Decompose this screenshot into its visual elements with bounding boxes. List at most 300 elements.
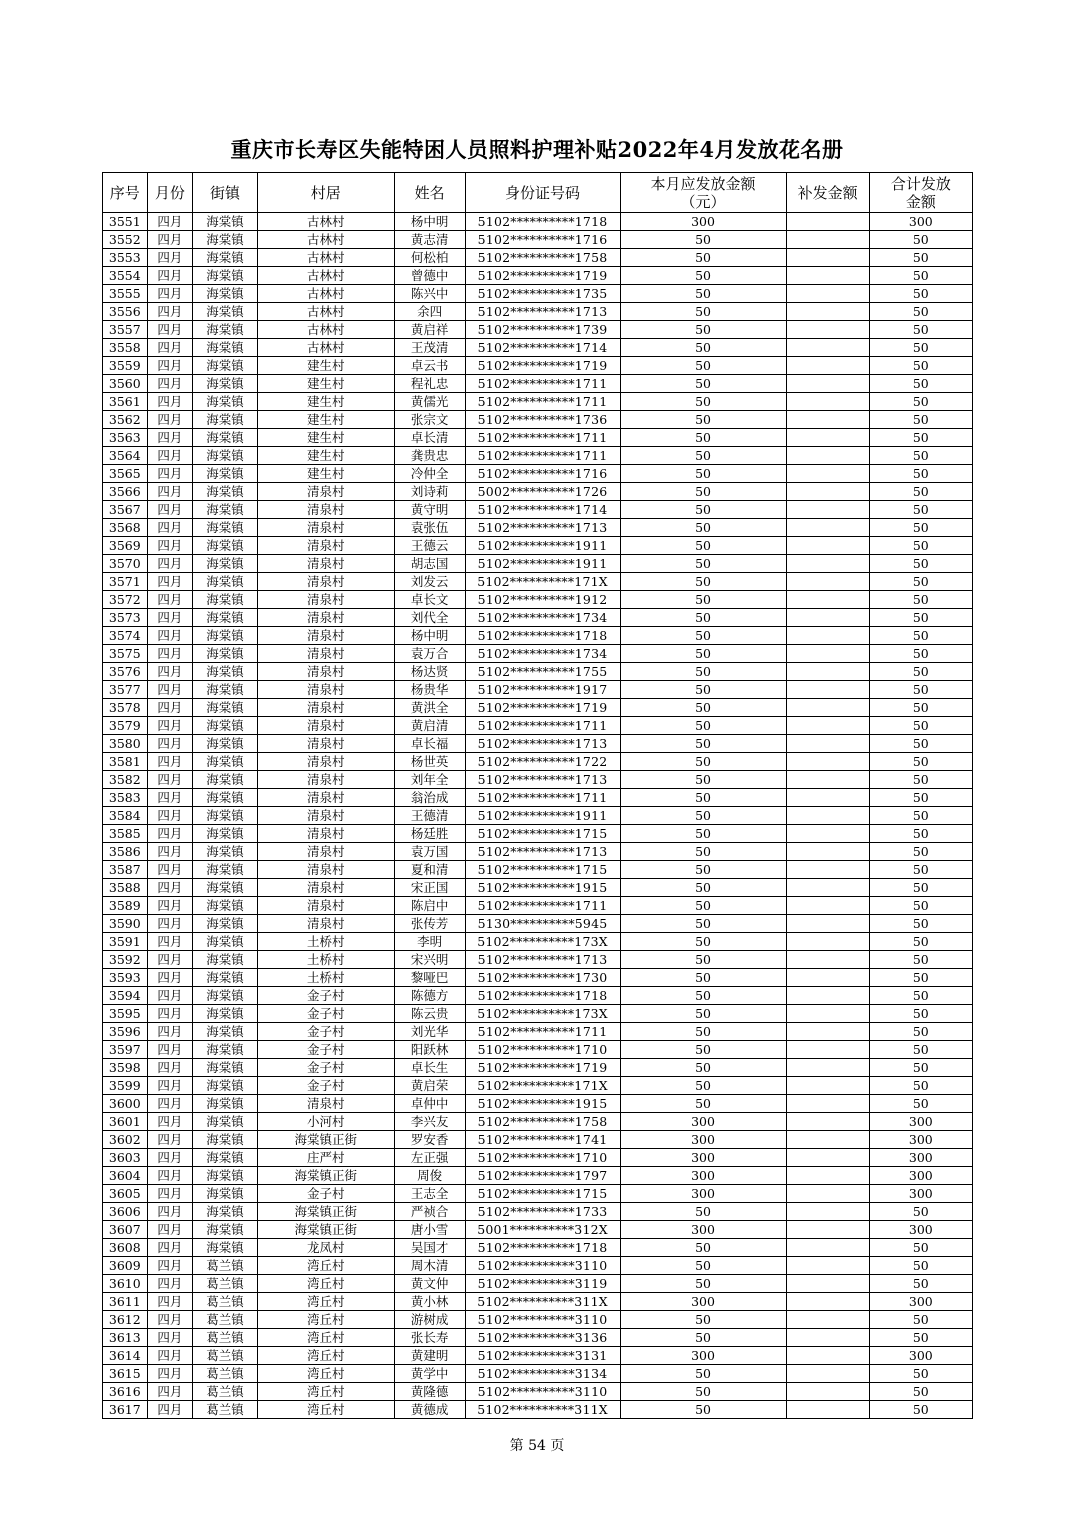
cell-village: 金子村: [257, 1023, 394, 1041]
cell-supplement: [786, 1221, 869, 1239]
cell-town: 海棠镇: [193, 321, 258, 339]
cell-due-amount: 50: [620, 1329, 786, 1347]
cell-village: 古林村: [257, 213, 394, 231]
cell-month: 四月: [147, 1041, 193, 1059]
cell-due-amount: 50: [620, 1365, 786, 1383]
cell-village: 清泉村: [257, 681, 394, 699]
cell-supplement: [786, 573, 869, 591]
table-row: [103, 1203, 973, 1221]
cell-total: 50: [869, 1239, 972, 1257]
cell-due-amount: 50: [620, 519, 786, 537]
cell-town: 海棠镇: [193, 699, 258, 717]
cell-due-amount: 50: [620, 375, 786, 393]
cell-name: 卓长清: [394, 429, 465, 447]
cell-name: 李兴友: [394, 1113, 465, 1131]
cell-seq: 3579: [103, 717, 148, 735]
cell-name: 王志全: [394, 1185, 465, 1203]
cell-month: 四月: [147, 645, 193, 663]
cell-month: 四月: [147, 987, 193, 1005]
cell-id-number: 5102**********3134: [465, 1365, 620, 1383]
table-row: [103, 933, 973, 951]
cell-supplement: [786, 537, 869, 555]
cell-name: 卓长文: [394, 591, 465, 609]
cell-month: 四月: [147, 1131, 193, 1149]
cell-month: 四月: [147, 1095, 193, 1113]
cell-supplement: [786, 987, 869, 1005]
cell-month: 四月: [147, 1383, 193, 1401]
table-row: [103, 771, 973, 789]
cell-total: 50: [869, 1257, 972, 1275]
cell-due-amount: 50: [620, 447, 786, 465]
table-row: [103, 663, 973, 681]
table-row: [103, 483, 973, 501]
cell-village: 土桥村: [257, 951, 394, 969]
cell-seq: 3608: [103, 1239, 148, 1257]
cell-total: 50: [869, 663, 972, 681]
cell-town: 海棠镇: [193, 447, 258, 465]
cell-supplement: [786, 1311, 869, 1329]
cell-village: 清泉村: [257, 699, 394, 717]
table-row: [103, 1077, 973, 1095]
cell-town: 海棠镇: [193, 1023, 258, 1041]
cell-month: 四月: [147, 465, 193, 483]
cell-name: 黄儒光: [394, 393, 465, 411]
cell-due-amount: 50: [620, 483, 786, 501]
header-due-amount: [620, 173, 786, 213]
cell-seq: 3590: [103, 915, 148, 933]
cell-seq: 3606: [103, 1203, 148, 1221]
cell-village: 清泉村: [257, 861, 394, 879]
cell-id-number: 5102**********1734: [465, 645, 620, 663]
cell-seq: 3613: [103, 1329, 148, 1347]
cell-total: 50: [869, 1023, 972, 1041]
cell-village: 建生村: [257, 375, 394, 393]
cell-name: 何松柏: [394, 249, 465, 267]
cell-id-number: 5102**********1755: [465, 663, 620, 681]
cell-month: 四月: [147, 1257, 193, 1275]
cell-id-number: 5102**********1734: [465, 609, 620, 627]
cell-supplement: [786, 1167, 869, 1185]
cell-village: 金子村: [257, 987, 394, 1005]
cell-supplement: [786, 969, 869, 987]
cell-town: 海棠镇: [193, 933, 258, 951]
table-row: [103, 285, 973, 303]
cell-month: 四月: [147, 1113, 193, 1131]
cell-village: 湾丘村: [257, 1383, 394, 1401]
cell-total: 50: [869, 321, 972, 339]
cell-town: 海棠镇: [193, 861, 258, 879]
cell-id-number: 5102**********1911: [465, 807, 620, 825]
cell-village: 海棠镇正街: [257, 1221, 394, 1239]
cell-name: 李明: [394, 933, 465, 951]
cell-id-number: 5102**********1711: [465, 429, 620, 447]
table-row: [103, 1383, 973, 1401]
cell-total: 50: [869, 285, 972, 303]
cell-month: 四月: [147, 321, 193, 339]
cell-total: 50: [869, 231, 972, 249]
table-row: [103, 735, 973, 753]
cell-town: 海棠镇: [193, 609, 258, 627]
cell-due-amount: 50: [620, 861, 786, 879]
header-due-line1: 本月应发放金额: [650, 174, 756, 193]
cell-id-number: 5102**********1713: [465, 771, 620, 789]
cell-month: 四月: [147, 735, 193, 753]
cell-supplement: [786, 501, 869, 519]
cell-month: 四月: [147, 501, 193, 519]
cell-seq: 3564: [103, 447, 148, 465]
cell-due-amount: 50: [620, 969, 786, 987]
cell-village: 古林村: [257, 285, 394, 303]
cell-village: 古林村: [257, 249, 394, 267]
cell-supplement: [786, 1203, 869, 1221]
cell-name: 吴国才: [394, 1239, 465, 1257]
cell-name: 曾德中: [394, 267, 465, 285]
cell-id-number: 5102**********1711: [465, 375, 620, 393]
cell-name: 卓仲中: [394, 1095, 465, 1113]
cell-id-number: 5102**********1718: [465, 627, 620, 645]
cell-supplement: [786, 933, 869, 951]
cell-supplement: [786, 825, 869, 843]
cell-name: 胡志国: [394, 555, 465, 573]
cell-id-number: 5102**********1714: [465, 339, 620, 357]
cell-seq: 3572: [103, 591, 148, 609]
cell-supplement: [786, 1401, 869, 1419]
header-village: 村居: [257, 173, 394, 213]
cell-month: 四月: [147, 681, 193, 699]
table-row: [103, 555, 973, 573]
cell-village: 清泉村: [257, 879, 394, 897]
cell-name: 宋正国: [394, 879, 465, 897]
header-row: [103, 173, 973, 213]
cell-due-amount: 300: [620, 1113, 786, 1131]
table-row: [103, 1131, 973, 1149]
cell-id-number: 5102**********3110: [465, 1383, 620, 1401]
cell-town: 海棠镇: [193, 1113, 258, 1131]
cell-due-amount: 50: [620, 591, 786, 609]
cell-month: 四月: [147, 717, 193, 735]
cell-id-number: 5102**********1716: [465, 231, 620, 249]
cell-seq: 3554: [103, 267, 148, 285]
cell-seq: 3601: [103, 1113, 148, 1131]
cell-village: 清泉村: [257, 537, 394, 555]
cell-total: 50: [869, 411, 972, 429]
cell-id-number: 5102**********1713: [465, 951, 620, 969]
cell-town: 葛兰镇: [193, 1347, 258, 1365]
cell-due-amount: 50: [620, 1005, 786, 1023]
cell-village: 清泉村: [257, 573, 394, 591]
cell-id-number: 5102**********1758: [465, 249, 620, 267]
cell-seq: 3588: [103, 879, 148, 897]
cell-due-amount: 50: [620, 951, 786, 969]
cell-id-number: 5102**********1915: [465, 1095, 620, 1113]
cell-month: 四月: [147, 249, 193, 267]
cell-month: 四月: [147, 789, 193, 807]
cell-seq: 3587: [103, 861, 148, 879]
cell-seq: 3578: [103, 699, 148, 717]
cell-supplement: [786, 645, 869, 663]
cell-town: 海棠镇: [193, 663, 258, 681]
cell-town: 海棠镇: [193, 1167, 258, 1185]
cell-id-number: 5102**********1715: [465, 825, 620, 843]
cell-village: 土桥村: [257, 933, 394, 951]
cell-month: 四月: [147, 1059, 193, 1077]
cell-name: 陈德方: [394, 987, 465, 1005]
cell-month: 四月: [147, 519, 193, 537]
cell-month: 四月: [147, 753, 193, 771]
cell-town: 海棠镇: [193, 843, 258, 861]
cell-supplement: [786, 663, 869, 681]
cell-month: 四月: [147, 411, 193, 429]
cell-village: 湾丘村: [257, 1347, 394, 1365]
cell-total: 50: [869, 1005, 972, 1023]
table-row: [103, 1311, 973, 1329]
table-row: [103, 1185, 973, 1203]
cell-name: 王茂清: [394, 339, 465, 357]
table-row: [103, 915, 973, 933]
cell-town: 海棠镇: [193, 213, 258, 231]
cell-due-amount: 300: [620, 1293, 786, 1311]
cell-village: 湾丘村: [257, 1311, 394, 1329]
cell-month: 四月: [147, 627, 193, 645]
cell-supplement: [786, 807, 869, 825]
cell-due-amount: 50: [620, 267, 786, 285]
cell-total: 50: [869, 393, 972, 411]
cell-total: 50: [869, 645, 972, 663]
cell-supplement: [786, 609, 869, 627]
cell-name: 杨中明: [394, 213, 465, 231]
cell-total: 50: [869, 699, 972, 717]
header-total-line1: 合计发放: [890, 174, 951, 193]
cell-seq: 3585: [103, 825, 148, 843]
cell-seq: 3570: [103, 555, 148, 573]
cell-village: 清泉村: [257, 555, 394, 573]
table-row: [103, 1257, 973, 1275]
cell-village: 清泉村: [257, 627, 394, 645]
cell-seq: 3559: [103, 357, 148, 375]
cell-village: 清泉村: [257, 717, 394, 735]
cell-town: 葛兰镇: [193, 1329, 258, 1347]
cell-total: 50: [869, 573, 972, 591]
cell-village: 龙凤村: [257, 1239, 394, 1257]
cell-total: 50: [869, 609, 972, 627]
cell-village: 清泉村: [257, 1095, 394, 1113]
cell-supplement: [786, 303, 869, 321]
cell-name: 黄隆德: [394, 1383, 465, 1401]
cell-due-amount: 50: [620, 285, 786, 303]
cell-due-amount: 300: [620, 1167, 786, 1185]
table-row: [103, 1293, 973, 1311]
cell-total: 300: [869, 1293, 972, 1311]
cell-due-amount: 50: [620, 1059, 786, 1077]
cell-total: 50: [869, 1095, 972, 1113]
table-row: [103, 843, 973, 861]
cell-town: 海棠镇: [193, 555, 258, 573]
cell-total: 50: [869, 591, 972, 609]
cell-id-number: 5102**********1733: [465, 1203, 620, 1221]
cell-month: 四月: [147, 429, 193, 447]
cell-month: 四月: [147, 339, 193, 357]
cell-id-number: 5102**********3119: [465, 1275, 620, 1293]
cell-village: 清泉村: [257, 735, 394, 753]
cell-seq: 3600: [103, 1095, 148, 1113]
cell-id-number: 5102**********1917: [465, 681, 620, 699]
cell-supplement: [786, 789, 869, 807]
cell-name: 刘发云: [394, 573, 465, 591]
cell-id-number: 5102**********1718: [465, 987, 620, 1005]
cell-town: 海棠镇: [193, 969, 258, 987]
cell-total: 50: [869, 1329, 972, 1347]
cell-supplement: [786, 519, 869, 537]
cell-village: 建生村: [257, 447, 394, 465]
cell-month: 四月: [147, 1329, 193, 1347]
table-row: [103, 591, 973, 609]
cell-name: 卓云书: [394, 357, 465, 375]
cell-supplement: [786, 1059, 869, 1077]
cell-month: 四月: [147, 1077, 193, 1095]
cell-name: 黎哑巴: [394, 969, 465, 987]
cell-total: 300: [869, 1347, 972, 1365]
cell-seq: 3556: [103, 303, 148, 321]
cell-total: 50: [869, 1041, 972, 1059]
cell-total: 50: [869, 627, 972, 645]
cell-name: 陈兴中: [394, 285, 465, 303]
cell-town: 葛兰镇: [193, 1311, 258, 1329]
cell-month: 四月: [147, 897, 193, 915]
cell-due-amount: 50: [620, 339, 786, 357]
table-row: [103, 807, 973, 825]
cell-month: 四月: [147, 573, 193, 591]
cell-due-amount: 50: [620, 987, 786, 1005]
cell-town: 葛兰镇: [193, 1365, 258, 1383]
cell-seq: 3593: [103, 969, 148, 987]
cell-month: 四月: [147, 1167, 193, 1185]
cell-seq: 3558: [103, 339, 148, 357]
cell-village: 古林村: [257, 321, 394, 339]
cell-village: 海棠镇正街: [257, 1203, 394, 1221]
header-month: 月份: [147, 173, 193, 213]
cell-name: 周俊: [394, 1167, 465, 1185]
cell-total: 50: [869, 1077, 972, 1095]
cell-supplement: [786, 249, 869, 267]
table-row: [103, 1401, 973, 1419]
header-supplement: 补发金额: [786, 173, 869, 213]
cell-village: 清泉村: [257, 483, 394, 501]
cell-month: 四月: [147, 1149, 193, 1167]
cell-due-amount: 50: [620, 1041, 786, 1059]
cell-due-amount: 300: [620, 1131, 786, 1149]
cell-seq: 3563: [103, 429, 148, 447]
cell-supplement: [786, 1257, 869, 1275]
cell-total: 300: [869, 1185, 972, 1203]
cell-name: 黄守明: [394, 501, 465, 519]
cell-name: 夏和清: [394, 861, 465, 879]
cell-total: 50: [869, 483, 972, 501]
cell-seq: 3596: [103, 1023, 148, 1041]
cell-due-amount: 300: [620, 1347, 786, 1365]
cell-name: 罗安香: [394, 1131, 465, 1149]
cell-supplement: [786, 321, 869, 339]
cell-name: 刘诗莉: [394, 483, 465, 501]
cell-town: 海棠镇: [193, 411, 258, 429]
cell-id-number: 5102**********1715: [465, 1185, 620, 1203]
cell-supplement: [786, 411, 869, 429]
cell-seq: 3567: [103, 501, 148, 519]
cell-name: 袁万合: [394, 645, 465, 663]
cell-month: 四月: [147, 357, 193, 375]
cell-seq: 3583: [103, 789, 148, 807]
table-row: [103, 1347, 973, 1365]
cell-supplement: [786, 1329, 869, 1347]
table-row: [103, 249, 973, 267]
cell-id-number: 5102**********1912: [465, 591, 620, 609]
cell-due-amount: 50: [620, 933, 786, 951]
cell-village: 清泉村: [257, 591, 394, 609]
cell-name: 张长寿: [394, 1329, 465, 1347]
cell-name: 刘年全: [394, 771, 465, 789]
cell-seq: 3561: [103, 393, 148, 411]
cell-due-amount: 300: [620, 1221, 786, 1239]
cell-id-number: 5102**********1710: [465, 1149, 620, 1167]
cell-seq: 3571: [103, 573, 148, 591]
cell-name: 黄志清: [394, 231, 465, 249]
header-total-line2: 金额: [905, 192, 936, 211]
table-row: [103, 897, 973, 915]
cell-village: 金子村: [257, 1005, 394, 1023]
cell-seq: 3573: [103, 609, 148, 627]
cell-town: 海棠镇: [193, 789, 258, 807]
table-row: [103, 501, 973, 519]
cell-village: 清泉村: [257, 753, 394, 771]
cell-month: 四月: [147, 537, 193, 555]
cell-town: 海棠镇: [193, 1203, 258, 1221]
cell-due-amount: 50: [620, 1239, 786, 1257]
cell-due-amount: 50: [620, 825, 786, 843]
cell-town: 葛兰镇: [193, 1275, 258, 1293]
cell-name: 杨贵华: [394, 681, 465, 699]
cell-month: 四月: [147, 1311, 193, 1329]
cell-supplement: [786, 213, 869, 231]
cell-seq: 3605: [103, 1185, 148, 1203]
cell-seq: 3576: [103, 663, 148, 681]
cell-name: 阳跃林: [394, 1041, 465, 1059]
cell-village: 金子村: [257, 1041, 394, 1059]
cell-village: 清泉村: [257, 915, 394, 933]
cell-name: 袁张伍: [394, 519, 465, 537]
cell-due-amount: 50: [620, 537, 786, 555]
cell-seq: 3568: [103, 519, 148, 537]
cell-town: 海棠镇: [193, 627, 258, 645]
table-row: [103, 1041, 973, 1059]
cell-town: 葛兰镇: [193, 1293, 258, 1311]
cell-due-amount: 50: [620, 717, 786, 735]
cell-total: 50: [869, 303, 972, 321]
cell-id-number: 5102**********1911: [465, 537, 620, 555]
table-row: [103, 789, 973, 807]
cell-total: 50: [869, 555, 972, 573]
cell-id-number: 5102**********1718: [465, 213, 620, 231]
cell-name: 刘代全: [394, 609, 465, 627]
cell-village: 湾丘村: [257, 1257, 394, 1275]
cell-total: 50: [869, 465, 972, 483]
cell-town: 海棠镇: [193, 375, 258, 393]
cell-name: 刘光华: [394, 1023, 465, 1041]
cell-due-amount: 50: [620, 699, 786, 717]
cell-town: 海棠镇: [193, 1221, 258, 1239]
cell-id-number: 5102**********1710: [465, 1041, 620, 1059]
cell-village: 湾丘村: [257, 1275, 394, 1293]
cell-name: 陈启中: [394, 897, 465, 915]
cell-name: 黄文仲: [394, 1275, 465, 1293]
